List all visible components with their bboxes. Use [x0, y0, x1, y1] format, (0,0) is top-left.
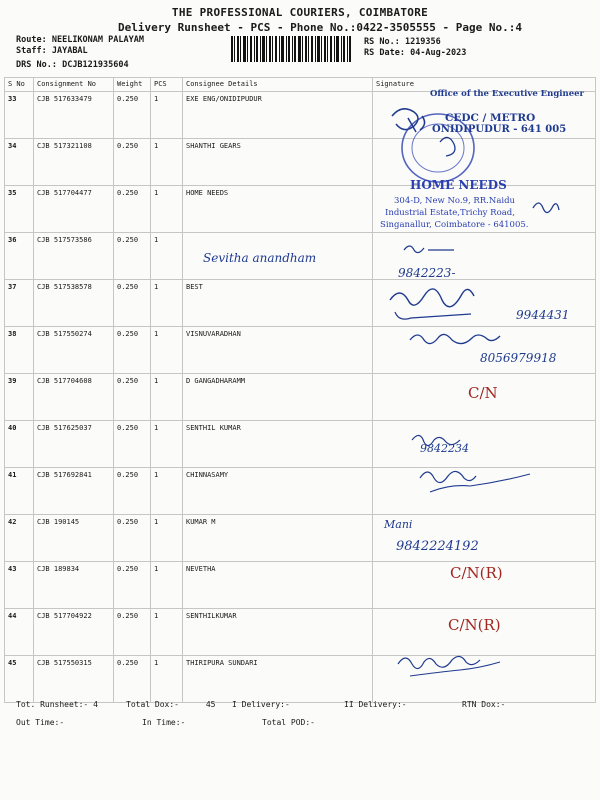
row-weight: 0.250	[114, 233, 151, 280]
row-weight: 0.250	[114, 139, 151, 186]
row38-handwritten-phone: 8056979918	[480, 351, 557, 365]
table-row	[5, 421, 596, 468]
out-time: Out Time:-	[16, 718, 65, 727]
office-stamp-line2: CEDC / METRO	[445, 112, 536, 124]
row-consignee: HOME NEEDS	[183, 186, 373, 233]
table-row	[5, 280, 596, 327]
row-signature	[373, 139, 596, 186]
rs-no-line	[364, 37, 441, 47]
rs-date-label: RS Date:	[364, 48, 405, 58]
row-weight: 0.250	[114, 609, 151, 656]
row-consignment: CJB 517692841	[34, 468, 114, 515]
table-row	[5, 609, 596, 656]
row37-handwritten-phone: 9944431	[516, 308, 570, 322]
table-row	[5, 468, 596, 515]
row-consignment: CJB 517550274	[34, 327, 114, 374]
row-consignee: KUMAR M	[183, 515, 373, 562]
row-pcs: 1	[151, 562, 183, 609]
table-row	[5, 327, 596, 374]
row-signature	[373, 656, 596, 703]
total-dox-label: Total Dox:-	[126, 700, 179, 709]
row-pcs: 1	[151, 421, 183, 468]
row-consignment: CJB 517321108	[34, 139, 114, 186]
row-pcs: 1	[151, 374, 183, 421]
row-consignment: CJB 517550315	[34, 656, 114, 703]
table-row	[5, 139, 596, 186]
staff-line	[16, 46, 88, 56]
row-pcs: 1	[151, 233, 183, 280]
row-pcs: 1	[151, 515, 183, 562]
ii-delivery: II Delivery:-	[344, 700, 407, 709]
total-dox	[126, 700, 215, 709]
rs-date-line	[364, 48, 466, 58]
in-time: In Time:-	[142, 718, 186, 727]
row-pcs: 1	[151, 327, 183, 374]
row-consignee	[183, 233, 373, 280]
col-sno: S No	[5, 78, 34, 92]
row-sno: 43	[5, 562, 34, 609]
table-row	[5, 656, 596, 703]
row-pcs: 1	[151, 468, 183, 515]
table-header-row	[5, 78, 596, 92]
row-weight: 0.250	[114, 374, 151, 421]
row-consignee: CHINNASAMY	[183, 468, 373, 515]
col-signature: Signature	[373, 78, 596, 92]
company-title: THE PROFESSIONAL COURIERS, COIMBATORE	[171, 6, 429, 19]
row42-handwritten-name: Mani	[384, 518, 413, 531]
office-stamp-line1: Office of the Executive Engineer	[430, 89, 584, 99]
route-label: Route:	[16, 35, 47, 45]
row-pcs: 1	[151, 280, 183, 327]
row-consignment: CJB 517625037	[34, 421, 114, 468]
row-consignee: SHANTHI GEARS	[183, 139, 373, 186]
row-weight: 0.250	[114, 327, 151, 374]
runsheet-table	[4, 77, 596, 703]
home-needs-stamp-line2: Industrial Estate,Trichy Road,	[385, 208, 515, 218]
row-pcs: 1	[151, 656, 183, 703]
row-sno: 40	[5, 421, 34, 468]
col-consignee: Consignee Details	[183, 78, 373, 92]
row-consignee: SENTHIL KUMAR	[183, 421, 373, 468]
row36-handwritten-phone: 9842223-	[398, 266, 456, 280]
row-signature	[373, 468, 596, 515]
row36-handwritten-name: Sevitha anandham	[203, 251, 317, 265]
rtn-dox: RTN Dox:-	[462, 700, 506, 709]
col-pcs: PCS	[151, 78, 183, 92]
rs-date-value: 04-Aug-2023	[410, 48, 467, 58]
row-sno: 38	[5, 327, 34, 374]
row-sno: 36	[5, 233, 34, 280]
row-sno: 45	[5, 656, 34, 703]
home-needs-stamp-title: HOME NEEDS	[410, 178, 507, 192]
row-consignment: CJB 517633479	[34, 92, 114, 139]
staff-label: Staff:	[16, 46, 47, 56]
row-sno: 39	[5, 374, 34, 421]
row-pcs: 1	[151, 609, 183, 656]
row-consignee: THIRIPURA SUNDARI	[183, 656, 373, 703]
row-consignee: VISNUVARADHAN	[183, 327, 373, 374]
row-signature	[373, 609, 596, 656]
table-row	[5, 515, 596, 562]
row-weight: 0.250	[114, 562, 151, 609]
row-sno: 41	[5, 468, 34, 515]
home-needs-stamp-line3: Singanallur, Coimbatore - 641005.	[380, 220, 529, 230]
row-pcs: 1	[151, 186, 183, 233]
total-runsheet: Tot. Runsheet:- 4	[16, 700, 98, 709]
row-weight: 0.250	[114, 92, 151, 139]
row-signature	[373, 327, 596, 374]
route-value: NEELIKONAM PALAYAM	[51, 35, 144, 45]
row39-handwritten-note: C/N	[468, 384, 498, 402]
table-row	[5, 233, 596, 280]
route-line	[16, 35, 144, 45]
row-sno: 44	[5, 609, 34, 656]
row-weight: 0.250	[114, 515, 151, 562]
row-consignment: CJB 517704922	[34, 609, 114, 656]
row-consignment: CJB 517704477	[34, 186, 114, 233]
row-sno: 33	[5, 92, 34, 139]
row-consignment: CJB 190145	[34, 515, 114, 562]
row-consignment: CJB 517704608	[34, 374, 114, 421]
row-signature	[373, 374, 596, 421]
table-row	[5, 92, 596, 139]
row-consignee: NEVETHA	[183, 562, 373, 609]
table-row	[5, 562, 596, 609]
table-row	[5, 374, 596, 421]
row40-handwritten-phone: 9842234	[420, 442, 469, 455]
row-consignee: EXE ENG/ONIDIPUDUR	[183, 92, 373, 139]
row-weight: 0.250	[114, 656, 151, 703]
row-signature	[373, 92, 596, 139]
row-consignee: D GANGADHARAMM	[183, 374, 373, 421]
rs-no-value: 1219356	[404, 37, 441, 47]
rs-no-label: RS No.:	[364, 37, 400, 47]
table-row	[5, 186, 596, 233]
barcode	[231, 36, 351, 62]
runsheet-subtitle: Delivery Runsheet - PCS - Phone No.:0422-3505555 - Page No.:4	[118, 21, 522, 34]
row-consignment: CJB 189834	[34, 562, 114, 609]
row-weight: 0.250	[114, 280, 151, 327]
col-consignment: Consignment No	[34, 78, 114, 92]
drs-line	[16, 60, 129, 70]
row-sno: 37	[5, 280, 34, 327]
row-sno: 35	[5, 186, 34, 233]
row-signature	[373, 233, 596, 280]
row44-handwritten-note: C/N(R)	[448, 616, 501, 634]
row-weight: 0.250	[114, 421, 151, 468]
row-consignee: SENTHILKUMAR	[183, 609, 373, 656]
row-signature	[373, 280, 596, 327]
row43-handwritten-note: C/N(R)	[450, 564, 503, 582]
row-signature	[373, 562, 596, 609]
row-pcs: 1	[151, 139, 183, 186]
row-sno: 42	[5, 515, 34, 562]
row42-handwritten-phone: 9842224192	[396, 539, 479, 554]
row-sno: 34	[5, 139, 34, 186]
row-weight: 0.250	[114, 186, 151, 233]
drs-label: DRS No.:	[16, 60, 57, 70]
home-needs-stamp-line1: 304-D, New No.9, RR.Naidu	[394, 196, 516, 206]
row-signature	[373, 515, 596, 562]
row-signature	[373, 421, 596, 468]
row-consignment: CJB 517538578	[34, 280, 114, 327]
staff-value: JAYABAL	[51, 46, 88, 56]
col-weight: Weight	[114, 78, 151, 92]
drs-value: DCJB121935604	[62, 60, 129, 70]
total-dox-value: 45	[205, 700, 216, 709]
office-stamp-line3: ONIDIPUDUR - 641 005	[432, 124, 567, 135]
total-pod: Total POD:-	[262, 718, 315, 727]
i-delivery: I Delivery:-	[232, 700, 290, 709]
row-pcs: 1	[151, 92, 183, 139]
row-signature	[373, 186, 596, 233]
row-consignee: BEST	[183, 280, 373, 327]
row-weight: 0.250	[114, 468, 151, 515]
row-consignment: CJB 517573586	[34, 233, 114, 280]
